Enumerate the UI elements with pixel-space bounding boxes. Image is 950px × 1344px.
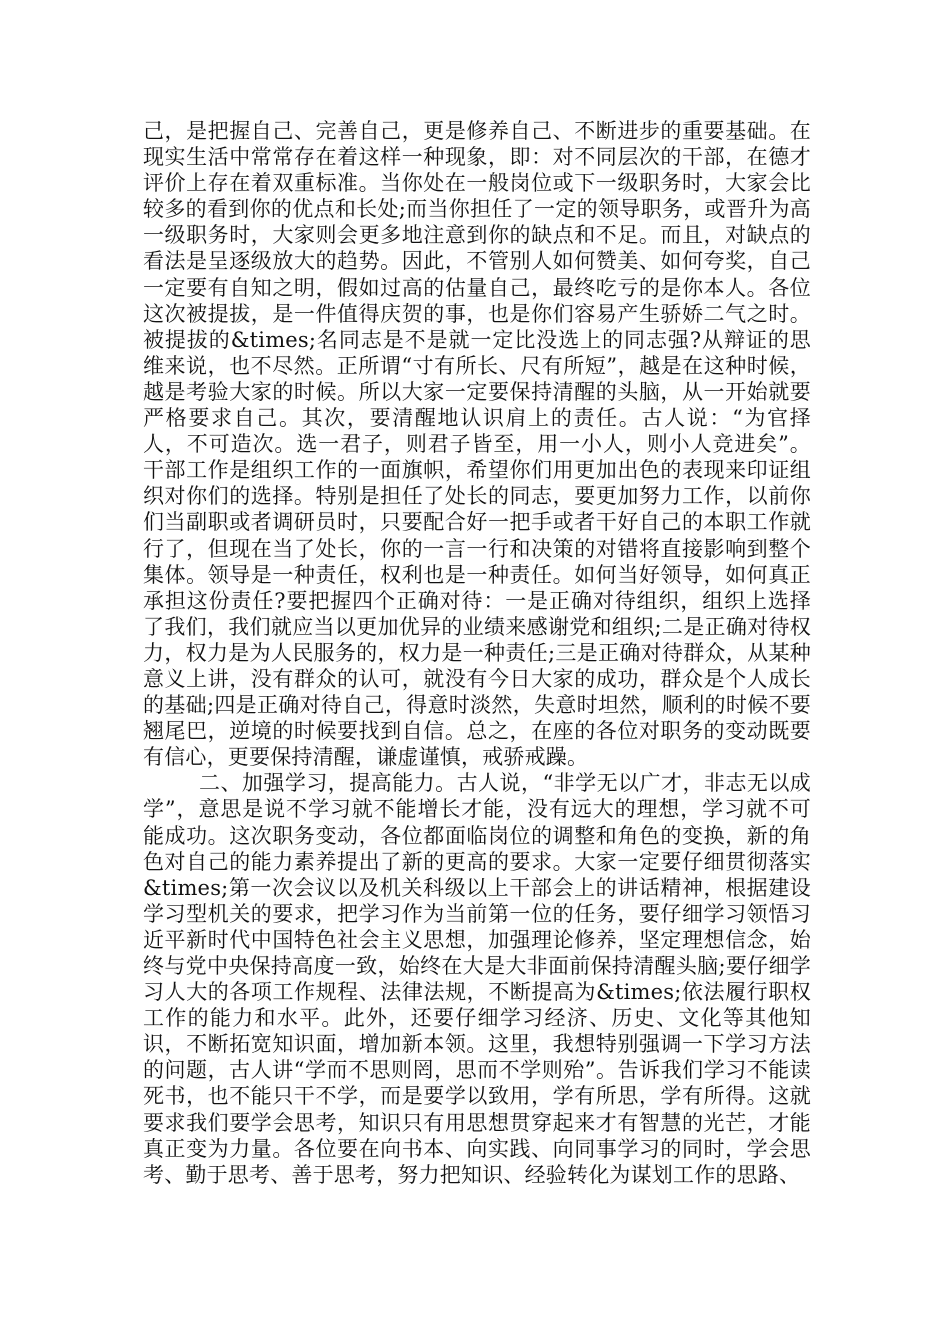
document-page — [143, 118, 811, 1188]
body-paragraph-1: 己，是把握自己、完善自己，更是修养自己、不断进步的重要基础。在现实生活中常常存在着这样一种现象，即：对不同层次的干部，在德才评价上存在着双重标准。当你处在一般岗位或下一级职务时，大家会比较多的看到你的优点和长处;而当你担任了一定的领导职务，或晋升为高一级职务时，大家则会更多地注意到你的缺点和不足。而且，对缺点的看法是呈逐级放大的趋势。因此，不管别人如何赞美、如何夸奖，自己一定要有自知之明，假如过高的估量自己，最终吃亏的是你本人。各位这次被提拔，是一件值得庆贺的事，也是你们容易产生骄娇二气之时。被提拔的&times;名同志是不是就一定比没选上的同志强?从辩证的思维来说，也不尽然。正所谓“寸有所长、尺有所短”，越是在这种时候，越是考验大家的时候。所以大家一定要保持清醒的头脑，从一开始就要严格要求自己。其次，要清醒地认识肩上的责任。古人说：“为官择人，不可造次。选一君子，则君子皆至，用一小人，则小人竞进矣”。干部工作是组织工作的一面旗帜，希望你们用更加出色的表现来印证组织对你们的选择。特别是担任了处长的同志，要更加努力工作，以前你们当副职或者调研员时，只要配合好一把手或者干好自己的本职工作就行了，但现在当了处长，你的一言一行和决策的对错将直接影响到整个集体。领导是一种责任，权利也是一种责任。如何当好领导，如何真正承担这份责任?要把握四个正确对待：一是正确对待组织，组织上选择了我们，我们就应当以更加优异的业绩来感谢党和组织;二是正确对待权力，权力是为人民服务的，权力是一种责任;三是正确对待群众，从某种意义上讲，没有群众的认可，就没有今日大家的成功，群众是个人成长的基础;四是正确对待自己，得意时淡然，失意时坦然，顺利的时候不要翘尾巴，逆境的时候要找到自信。总之，在座的各位对职务的变动既要有信心，更要保持清醒，谦虚谨慎，戒骄戒躁。 — [143, 119, 811, 770]
body-paragraph-2: 二、加强学习，提高能力。古人说，“非学无以广才，非志无以成学”，意思是说不学习就不能增长才能，没有远大的理想，学习就不可能成功。这次职务变动，各位都面临岗位的调整和角色的变换，新的角色对自己的能力素养提出了新的更高的要求。大家一定要仔细贯彻落实&times;第一次会议以及机关科级以上干部会上的讲话精神，根据建设学习型机关的要求，把学习作为当前第一位的任务，要仔细学习领悟习近平新时代中国特色社会主义思想，加强理论修养，坚定理想信念，始终与党中央保持高度一致，始终在大是大非面前保持清醒头脑;要仔细学习人大的各项工作规程、法律法规，不断提高为&times;依法履行职权工作的能力和水平。此外，还要仔细学习经济、历史、文化等其他知识，不断拓宽知识面，增加新本领。这里，我想特别强调一下学习方法的问题，古人讲“学而不思则罔，思而不学则殆”。告诉我们学习不能读死书，也不能只干不学，而是要学以致用，学有所思，学有所得。这就要求我们要学会思考，知识只有用思想贯穿起来才有智慧的光芒，才能真正变为力量。各位要在向书本、向实践、向同事学习的同时，学会思考、勤于思考、善于思考，努力把知识、经验转化为谋划工作的思路、 — [143, 771, 811, 1187]
